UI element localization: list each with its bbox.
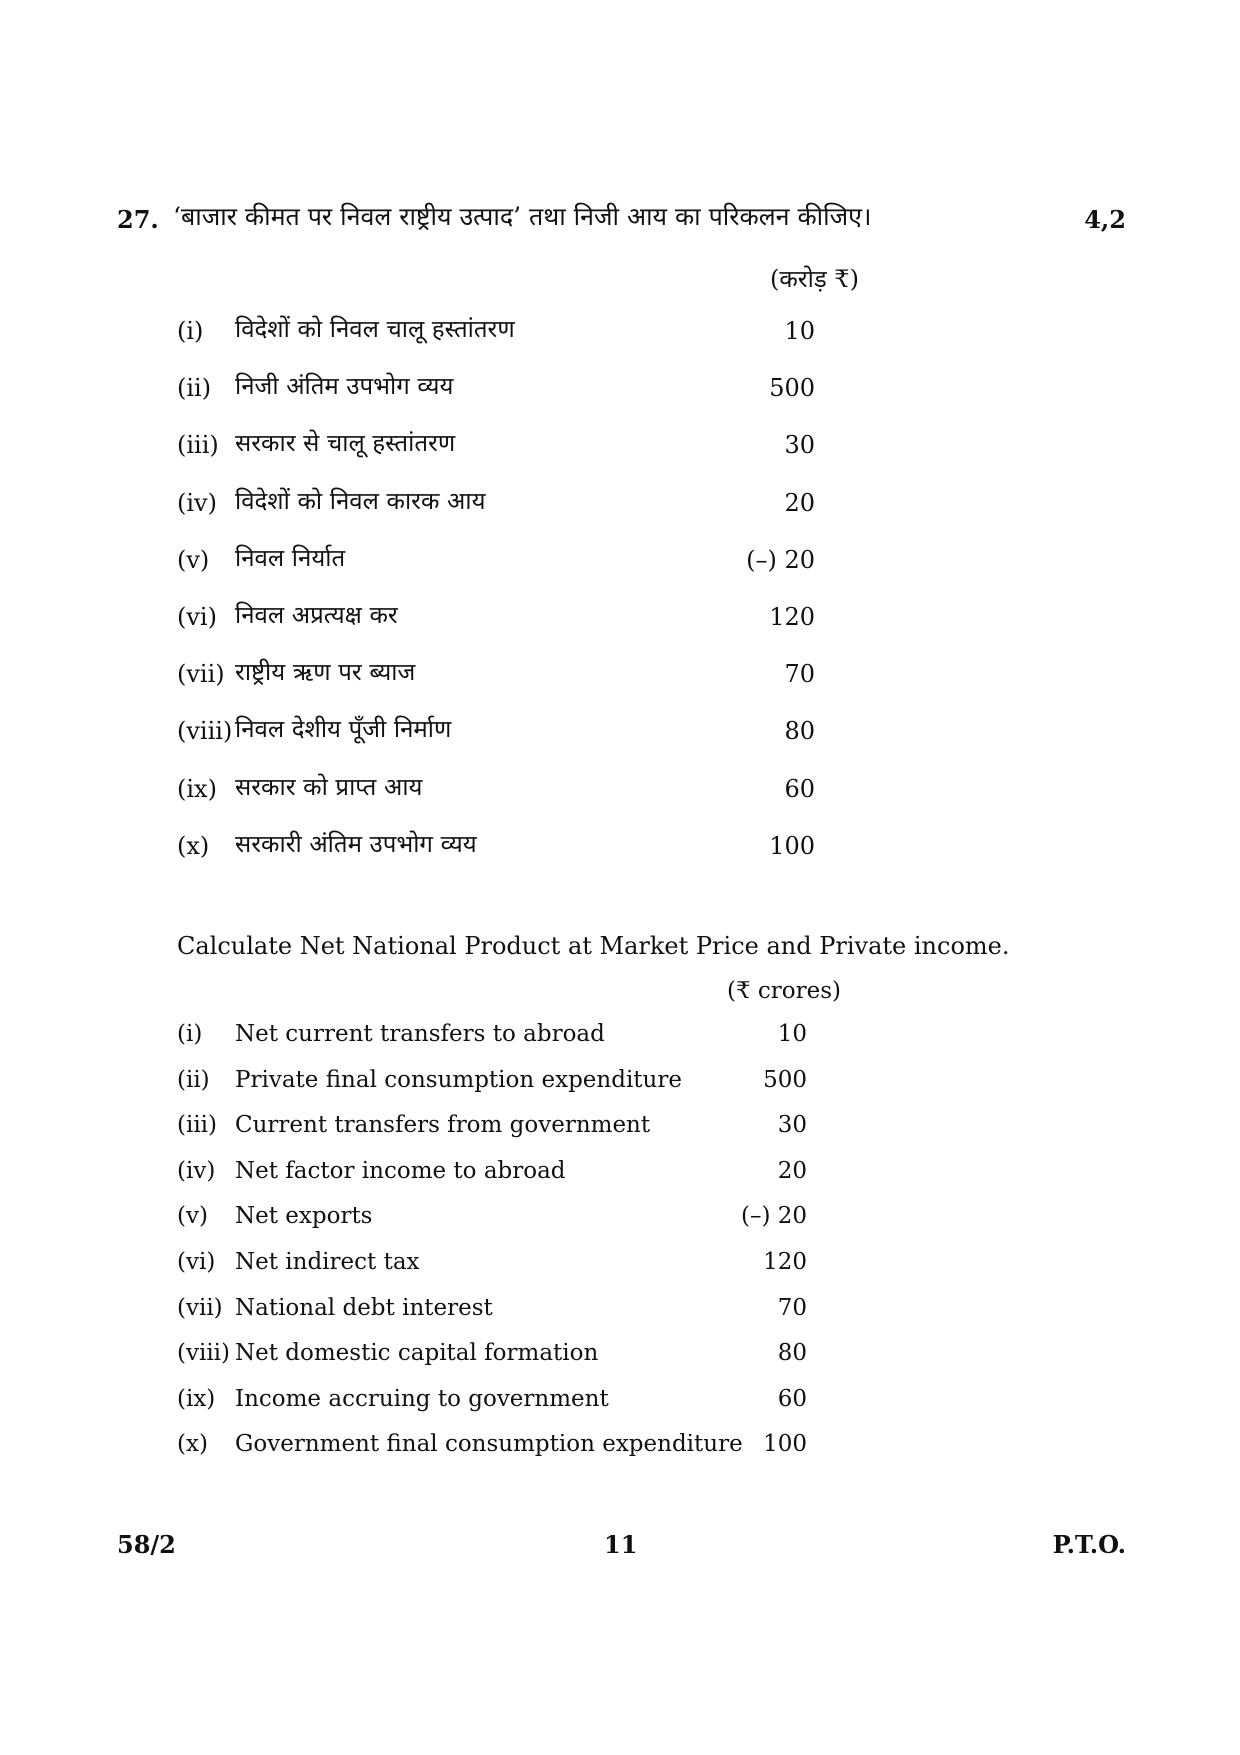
item-value: 10 bbox=[777, 1021, 807, 1047]
item-number: (i) bbox=[177, 317, 204, 345]
hindi-list-item bbox=[177, 543, 827, 603]
english-list-item bbox=[177, 1386, 827, 1432]
english-list-item bbox=[177, 1203, 827, 1249]
item-value: 20 bbox=[777, 1157, 807, 1184]
hindi-list-item bbox=[177, 317, 827, 374]
item-value: 10 bbox=[784, 317, 815, 345]
item-value: 80 bbox=[777, 1340, 807, 1367]
item-value: 70 bbox=[777, 1294, 807, 1321]
item-number: (viii) bbox=[177, 1340, 231, 1367]
item-label: Net current transfers to abroad bbox=[235, 1021, 605, 1047]
item-number: (vii) bbox=[177, 1294, 223, 1321]
question-text-english: Calculate Net National Product at Market Price and Private income. bbox=[177, 932, 1010, 960]
item-label: निवल निर्यात bbox=[235, 543, 346, 572]
hindi-list-item bbox=[177, 717, 827, 774]
item-value: 30 bbox=[777, 1112, 807, 1139]
item-label: राष्ट्रीय ऋण पर ब्याज bbox=[235, 658, 416, 687]
item-number: (i) bbox=[177, 1021, 203, 1047]
hindi-list-item bbox=[177, 374, 827, 431]
english-list-item bbox=[177, 1112, 827, 1158]
hindi-list-item bbox=[177, 486, 827, 546]
item-number: (viii) bbox=[177, 717, 233, 746]
item-label: विदेशों को निवल कारक आय bbox=[235, 486, 486, 515]
paper-code: 58/2 bbox=[117, 1530, 176, 1559]
question-text-hindi: ‘बाजार कीमत पर निवल राष्ट्रीय उत्पाद’ तथा निजी आय का परिकलन कीजिए। bbox=[173, 202, 872, 231]
item-number: (vi) bbox=[177, 1248, 216, 1275]
item-value: 30 bbox=[784, 431, 815, 460]
english-list-item bbox=[177, 1067, 827, 1113]
item-value: 120 bbox=[763, 1248, 807, 1275]
item-label: सरकार से चालू हस्तांतरण bbox=[235, 429, 456, 458]
hindi-item-list bbox=[177, 317, 827, 889]
item-label: निजी अंतिम उपभोग व्यय bbox=[235, 372, 454, 401]
item-number: (v) bbox=[177, 545, 210, 574]
item-value: 500 bbox=[769, 374, 815, 403]
item-label: National debt interest bbox=[235, 1294, 493, 1321]
item-label: Net domestic capital formation bbox=[235, 1340, 599, 1367]
item-value: 100 bbox=[763, 1431, 807, 1458]
item-label: निवल अप्रत्यक्ष कर bbox=[235, 600, 398, 629]
unit-label-hindi: (करोड़ ₹) bbox=[770, 265, 859, 293]
item-number: (v) bbox=[177, 1203, 208, 1230]
item-number: (iv) bbox=[177, 1157, 216, 1184]
item-label: Private final consumption expenditure bbox=[235, 1066, 682, 1093]
item-number: (iv) bbox=[177, 488, 217, 517]
item-value: 70 bbox=[784, 660, 815, 689]
english-list-item bbox=[177, 1340, 827, 1386]
item-value: 100 bbox=[769, 831, 815, 860]
item-label: Net exports bbox=[235, 1203, 373, 1230]
item-number: (ii) bbox=[177, 374, 212, 403]
item-value: 20 bbox=[784, 488, 815, 517]
item-label: विदेशों को निवल चालू हस्तांतरण bbox=[235, 315, 515, 343]
item-value: (–) 20 bbox=[740, 1203, 807, 1230]
question-number: 27. bbox=[117, 205, 159, 234]
question-marks: 4,2 bbox=[1084, 205, 1126, 234]
item-number: (ix) bbox=[177, 1385, 216, 1412]
hindi-list-item bbox=[177, 600, 827, 660]
item-number: (iii) bbox=[177, 1112, 218, 1139]
item-label: Government final consumption expenditure bbox=[235, 1431, 743, 1458]
item-label: सरकारी अंतिम उपभोग व्यय bbox=[235, 829, 477, 858]
item-number: (iii) bbox=[177, 431, 219, 460]
item-number: (ii) bbox=[177, 1066, 210, 1093]
hindi-list-item bbox=[177, 431, 827, 488]
hindi-list-item bbox=[177, 660, 827, 717]
english-list-item bbox=[177, 1249, 827, 1295]
pto-label: P.T.O. bbox=[1052, 1530, 1126, 1559]
item-label: Net indirect tax bbox=[235, 1248, 420, 1275]
item-label: Income accruing to government bbox=[235, 1385, 609, 1412]
item-label: Net factor income to abroad bbox=[235, 1157, 566, 1184]
item-value: 60 bbox=[777, 1385, 807, 1412]
item-label: सरकार को प्राप्त आय bbox=[235, 772, 423, 801]
item-number: (vi) bbox=[177, 602, 217, 631]
english-list-item bbox=[177, 1295, 827, 1341]
english-item-list bbox=[177, 1021, 827, 1477]
item-value: 80 bbox=[784, 717, 815, 746]
item-number: (x) bbox=[177, 831, 210, 860]
english-list-item bbox=[177, 1021, 827, 1067]
item-label: निवल देशीय पूँजी निर्माण bbox=[235, 715, 452, 744]
hindi-list-item bbox=[177, 772, 827, 832]
hindi-list-item bbox=[177, 829, 827, 889]
english-list-item bbox=[177, 1158, 827, 1204]
page-number: 11 bbox=[604, 1530, 638, 1559]
item-value: 120 bbox=[769, 602, 815, 631]
item-number: (vii) bbox=[177, 660, 225, 689]
item-value: (–) 20 bbox=[746, 545, 815, 574]
item-value: 60 bbox=[784, 774, 815, 803]
item-number: (x) bbox=[177, 1431, 208, 1458]
item-number: (ix) bbox=[177, 774, 217, 803]
item-value: 500 bbox=[763, 1066, 807, 1093]
item-label: Current transfers from government bbox=[235, 1112, 651, 1139]
unit-label-english: (₹ crores) bbox=[727, 978, 842, 1004]
english-list-item bbox=[177, 1431, 827, 1477]
